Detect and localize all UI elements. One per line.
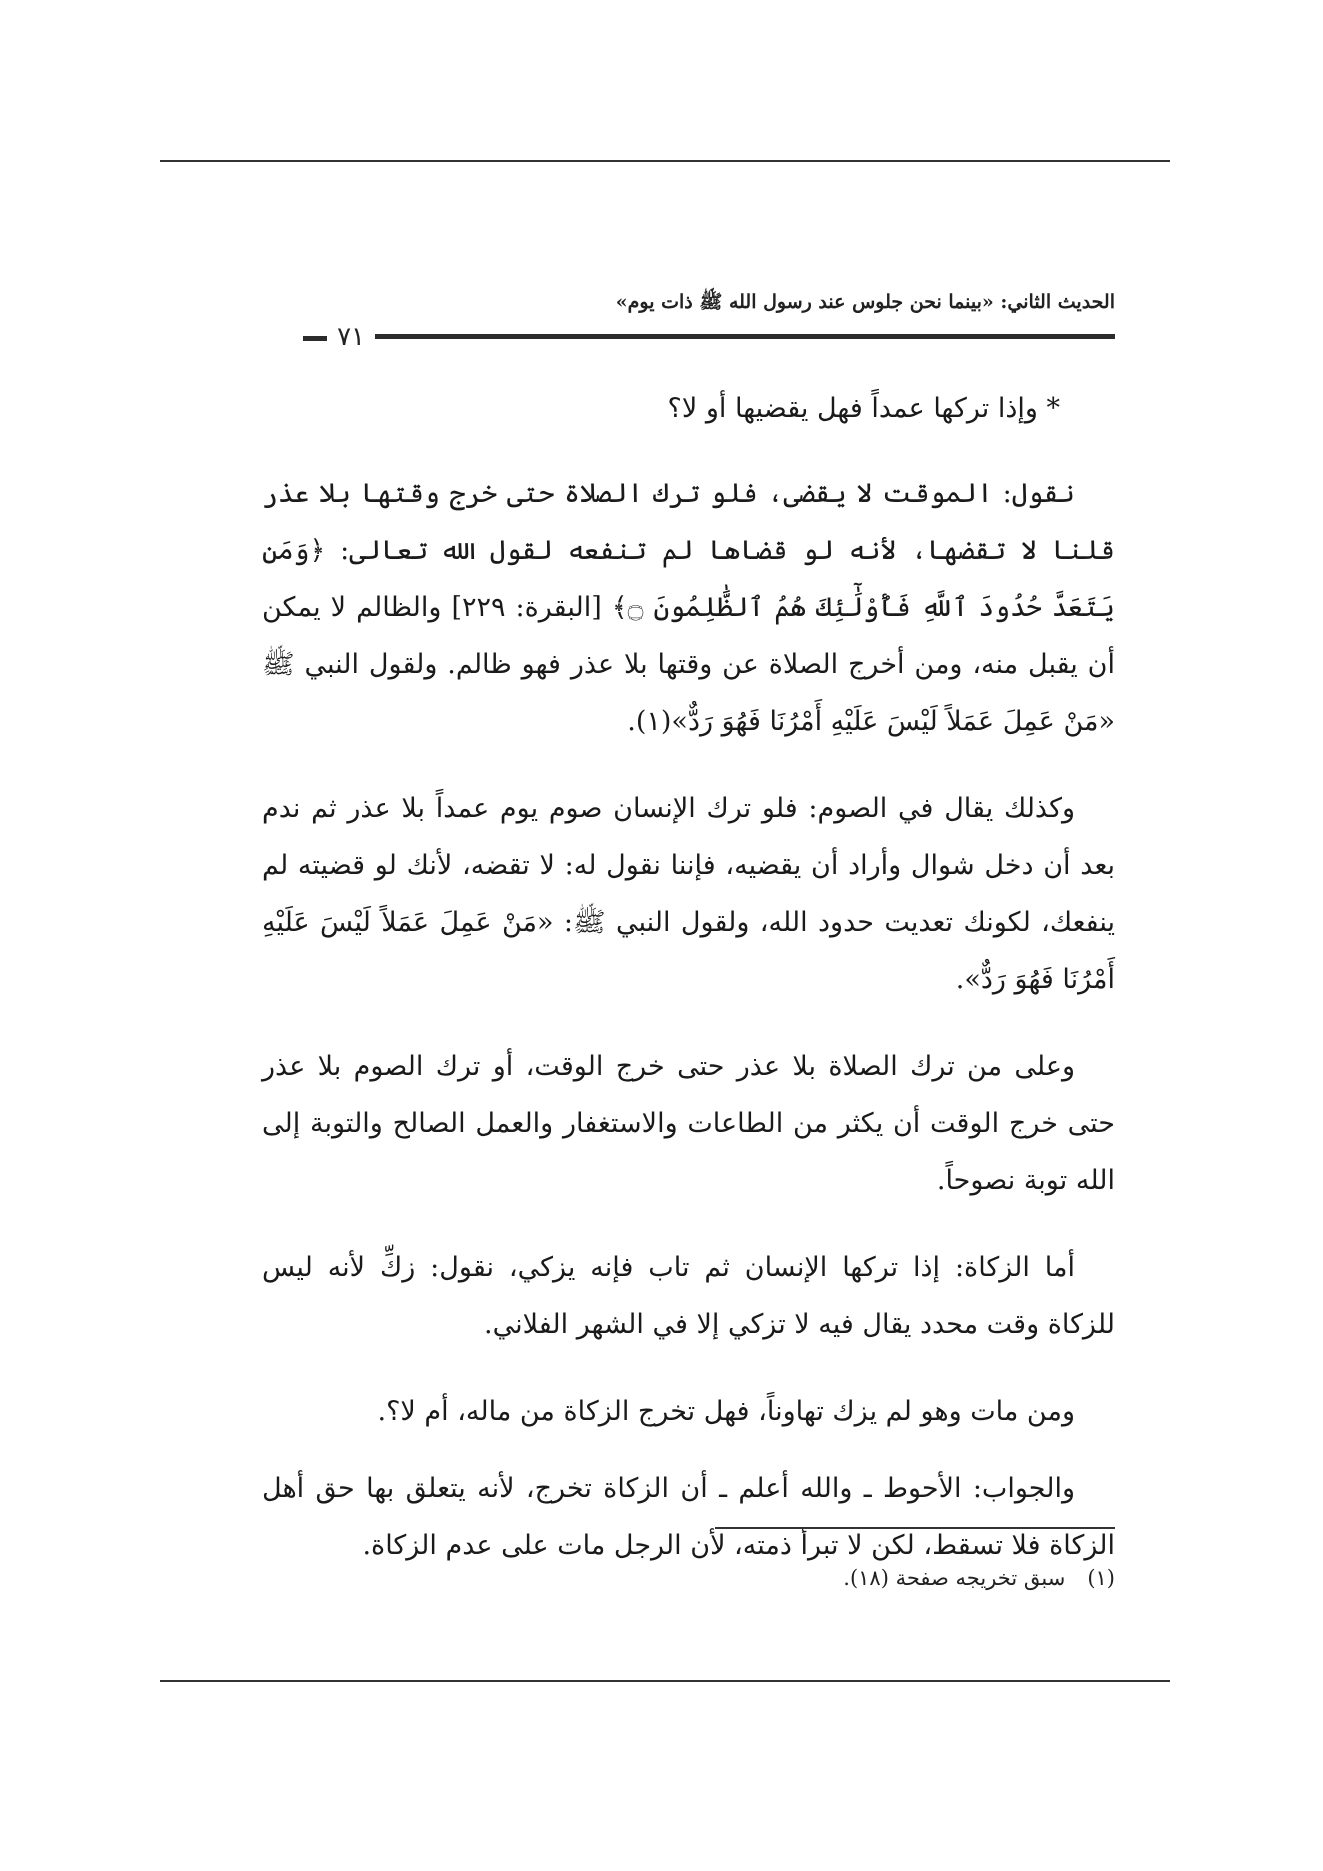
- body-text: [262, 380, 1115, 1604]
- top-page-rule: [160, 160, 1170, 162]
- running-header-title: الحديث الثاني: «بينما نحن جلوس عند رسول الله ﷺ ذات يوم»: [615, 291, 1115, 313]
- paragraph-fasting-ruling: وكذلك يقال في الصوم: فلو ترك الإنسان صوم يوم عمداً بلا عذر ثم ندم بعد أن دخل شوال وأراد أن يقضيه، فإننا نقول له: لا تقضه، لأنك لو قضيته لم ينفعك، لكونك تعديت حدود الله، ولقول النبي ﷺ: «مَنْ عَمِلَ عَمَلاً لَيْسَ عَلَيْهِ أَمْرُنَا فَهُوَ رَدٌّ».: [262, 793, 1115, 995]
- footnote-number: (١): [1087, 1566, 1115, 1590]
- page-number: [275, 322, 365, 352]
- paragraph-answer: والجواب: الأحوط ـ والله أعلم ـ أن الزكاة تخرج، لأنه يتعلق بها حق أهل الزكاة فلا تسقط، لكن لا تبرأ ذمته، لأن الرجل مات على عدم الزكاة.: [262, 1473, 1115, 1561]
- paragraph-repentance: وعلى من ترك الصلاة بلا عذر حتى خرج الوقت، أو ترك الصوم بلا عذر حتى خرج الوقت أن يكثر من الطاعات والاستغفار والعمل الصالح والتوبة إلى الله توبة نصوحاً.: [262, 1051, 1115, 1196]
- page-number-dash: [303, 336, 327, 341]
- footnote: [262, 1563, 1115, 1593]
- footnote-text: سبق تخريجه صفحة (١٨).: [843, 1566, 1066, 1590]
- footnote-separator: [715, 1527, 1115, 1529]
- paragraph-death-question: ومن مات وهو لم يزك تهاوناً، فهل تخرج الزكاة من ماله، أم لا؟.: [377, 1396, 1075, 1427]
- question-paragraph: * وإذا تركها عمداً فهل يقضيها أو لا؟: [667, 393, 1060, 424]
- page-number-text: ٧١: [337, 322, 365, 352]
- paragraph-prayer-ruling: نقول: الموقت لا يقضى، فلو ترك الصلاة حتى خرج وقتها بلا عذر قلنا لا تقضها، لأنه لو قضاها لم تنفعه لقول الله تعالى: ﴿وَمَن يَتَعَدَّ حُدُودَ ٱللَّهِ فَأُوْلَٰٓئِكَ هُمُ ٱلظَّٰلِمُونَ ۝﴾ [البقرة: ٢٢٩] والظالم لا يمكن أن يقبل منه، ومن أخرج الصلاة عن وقتها بلا عذر فهو ظالم. ولقول النبي ﷺ «مَنْ عَمِلَ عَمَلاً لَيْسَ عَلَيْهِ أَمْرُنَا فَهُوَ رَدٌّ»(١).: [262, 478, 1115, 737]
- header-rule: [375, 334, 1115, 339]
- bottom-page-rule: [160, 1680, 1170, 1682]
- paragraph-zakat: أما الزكاة: إذا تركها الإنسان ثم تاب فإنه يزكي، نقول: زكِّ لأنه ليس للزكاة وقت محدد يقال فيه لا تزكي إلا في الشهر الفلاني.: [262, 1252, 1115, 1340]
